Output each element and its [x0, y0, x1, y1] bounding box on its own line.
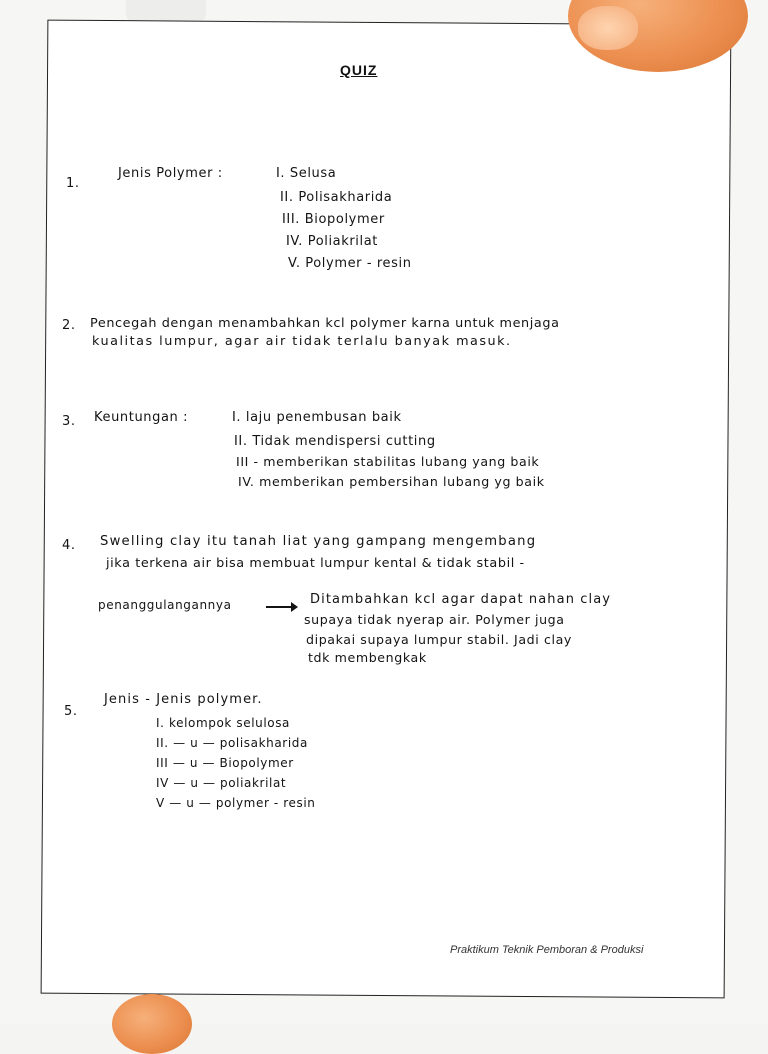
q4-answer-line: dipakai supaya lumpur stabil. Jadi clay: [306, 632, 572, 647]
q3-item: II. Tidak mendispersi cutting: [234, 434, 436, 449]
q4-answer-line: tdk membengkak: [308, 650, 427, 665]
q5-item: III — u — Biopolymer: [156, 756, 294, 770]
q3-item: IV. memberikan pembersihan lubang yg baik: [238, 474, 545, 489]
q5-item: I. kelompok selulosa: [156, 716, 291, 730]
q1-item: II. Polisakharida: [280, 190, 393, 205]
q1-item: V. Polymer - resin: [288, 256, 412, 271]
q1-item: I. Selusa: [276, 166, 337, 181]
q3-item: III - memberikan stabilitas lubang yang baik: [236, 454, 540, 469]
q4-answer-line: supaya tidak nyerap air. Polymer juga: [304, 612, 565, 627]
q4-answer-line: Ditambahkan kcl agar dapat nahan clay: [310, 592, 612, 607]
q4-line: Swelling clay itu tanah liat yang gampang mengembang: [100, 534, 537, 549]
q2-line: Pencegah dengan menambahkan kcl polymer karna untuk menjaga: [90, 316, 560, 331]
q1-label: Jenis Polymer :: [118, 166, 223, 181]
q3-item: I. laju penembusan baik: [232, 410, 402, 425]
q5-item: IV — u — poliakrilat: [156, 776, 287, 790]
arrow-icon: [266, 606, 296, 608]
q4-number: 4.: [62, 538, 76, 553]
page-footer: Praktikum Teknik Pemboran & Produksi: [450, 944, 644, 956]
q1-number: 1.: [66, 176, 80, 191]
q1-item: IV. Poliakrilat: [286, 234, 378, 249]
q2-line: kualitas lumpur, agar air tidak terlalu banyak masuk.: [92, 334, 512, 349]
thumbnail-top-right: [578, 6, 638, 50]
q1-item: III. Biopolymer: [282, 212, 385, 227]
q4-label: penanggulangannya: [98, 598, 232, 612]
q5-number: 5.: [64, 704, 78, 719]
q2-number: 2.: [62, 318, 76, 333]
q5-label: Jenis - Jenis polymer.: [104, 692, 263, 707]
q3-label: Keuntungan :: [94, 410, 189, 425]
q3-number: 3.: [62, 414, 76, 429]
q5-item: V — u — polymer - resin: [156, 796, 316, 810]
tape-scrap: [126, 0, 206, 22]
q5-item: II. — u — polisakharida: [156, 736, 308, 750]
thumb-bottom-left: [112, 994, 192, 1054]
q4-line: jika terkena air bisa membuat lumpur kental & tidak stabil -: [106, 556, 525, 571]
page-title: QUIZ: [340, 62, 378, 78]
